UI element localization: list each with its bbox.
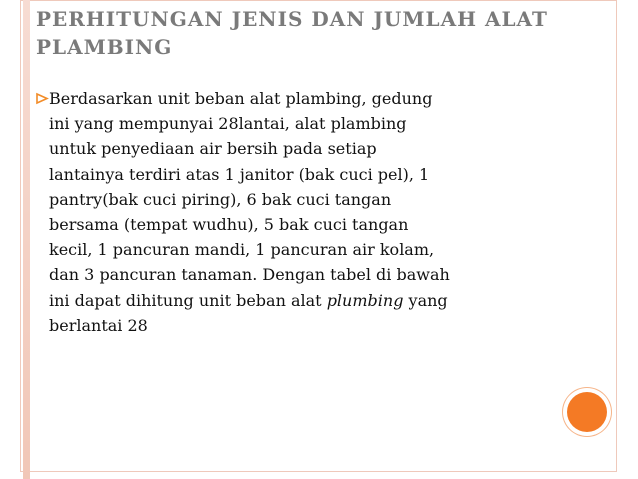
bullet-icon [36, 92, 49, 108]
bullet-line: kecil, 1 pancuran mandi, 1 pancuran air kolam, [49, 240, 435, 260]
bullet-line-text: ini dapat dihitung unit beban alat [49, 290, 327, 310]
title-line-2: PLAMBING [36, 35, 173, 59]
bullet-line: lantainya terdiri atas 1 janitor (bak cuci pel), 1 [49, 164, 430, 184]
slide-title [36, 5, 611, 61]
bullet-line-text: yang [403, 290, 448, 310]
bullet-line: berlantai 28 [49, 315, 148, 335]
decorative-orange-circle [567, 392, 607, 432]
bullet-line: untuk penyediaan air bersih pada setiap [49, 139, 377, 159]
bullet-line: Berdasarkan unit beban alat plambing, gedung [49, 89, 433, 108]
bullet-text [49, 86, 549, 338]
bullet-line: ini yang mempunyai 28lantai, alat plambing [49, 114, 407, 134]
title-line-1: PERHITUNGAN JENIS DAN JUMLAH ALAT [36, 7, 548, 31]
bullet-line [49, 288, 549, 313]
bullet-line: dan 3 pancuran tanaman. Dengan tabel di bawah [49, 265, 450, 285]
emphasis-plumbing: plumbing [326, 290, 404, 310]
bullet-line: bersama (tempat wudhu), 5 bak cuci tangan [49, 215, 409, 235]
decorative-left-bar [23, 0, 30, 479]
bullet-line: pantry(bak cuci piring), 6 bak cuci tangan [49, 189, 392, 209]
